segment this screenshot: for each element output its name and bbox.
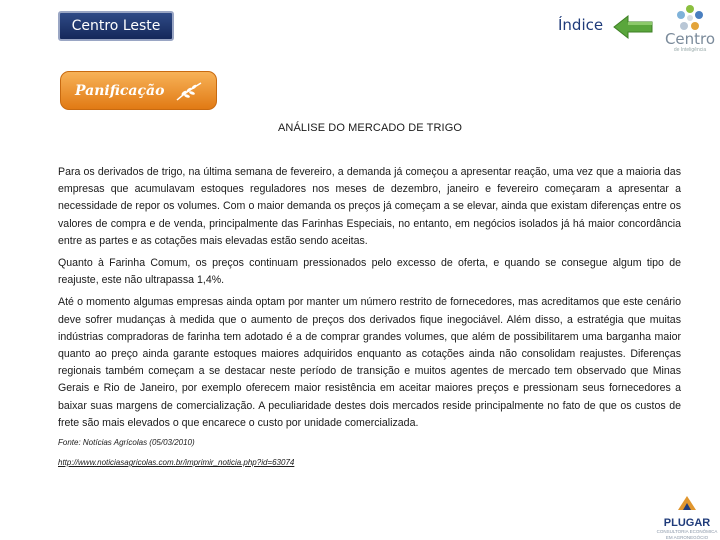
region-button[interactable] [58, 11, 174, 41]
source-citation: Fonte: Notícias Agrícolas (05/03/2010) [58, 438, 195, 448]
plugar-mark-icon [676, 494, 698, 512]
article-title: ANÁLISE DO MERCADO DE TRIGO [277, 122, 463, 134]
centro-inteligencia-logo [662, 4, 718, 62]
wheat-icon [174, 80, 204, 102]
article-body [58, 164, 681, 467]
logo-subtitle: de Inteligência [673, 47, 707, 53]
paragraph-3: Até o momento algumas empresas ainda optam por manter um número restrito de fornecedores, mas acreditamos que este cenário deve sofrer mudanças à medida que o aumento de preços dos derivados fique inegociável. Além disso, a estratégia que muitas indústrias compradoras de farinha tem adotado é a de comprar grandes volumes, que além de possibilitarem uma barganha maior quanto ao preço ainda garante estoques maiores adquiridos enquanto as cotações ainda não consolidam reajustes. Diferenças regionais também começam a se destacar neste período de transição e muitos agentes de mercado tem observado que Minas Gerais e Rio de Janeiro, por exemplo oferecem maior resistência em aceitar maiores preços e pressionam seus fornecedores a baixar suas margens de comercialização. A peculiaridade destes dois mercados reside principalmente no fato de que os custos de frete são mais elevados o que encarece o custo por unidade comercializada. [58, 296, 681, 429]
plugar-brand: PLUGAR [663, 517, 711, 529]
section-badge [60, 71, 217, 110]
plugar-subtitle: CONSULTORIA ECONÔMICA EM AGRONEGÓCIO [656, 529, 718, 540]
index-link[interactable]: Índice [558, 16, 604, 34]
plugar-logo [654, 494, 720, 538]
back-arrow-icon[interactable] [612, 14, 656, 40]
region-button-label: Centro Leste [71, 18, 161, 34]
paragraph-1: Para os derivados de trigo, na última semana de fevereiro, a demanda já começou a apresentar reação, uma vez que a maioria das empresas que acumulavam estoques reguladores nos meses de dezembro, janeiro e fevereiro começaram a apresentar a necessidade de repor os volumes. Com o maior demanda os preços já começam a se elevar, ainda que existam diferenças entre os valores de compra e de venda, principalmente das Farinhas Especiais, no entanto, em negócios isolados já há maior concordância entre as partes e as cotações mais elevadas estão sendo aceitas. [58, 166, 681, 247]
section-label: Panificação [75, 82, 165, 99]
logo-name: Centro [664, 30, 716, 48]
source-link[interactable]: http://www.noticiasagricolas.com.br/imprimir_noticia.php?id=63074 [58, 458, 295, 468]
logo-mark-icon [675, 4, 705, 32]
paragraph-2: Quanto à Farinha Comum, os preços continuam pressionados pelo excesso de oferta, e quando se consegue algum tipo de reajuste, este não ultrapassa 1,4%. [58, 257, 681, 287]
